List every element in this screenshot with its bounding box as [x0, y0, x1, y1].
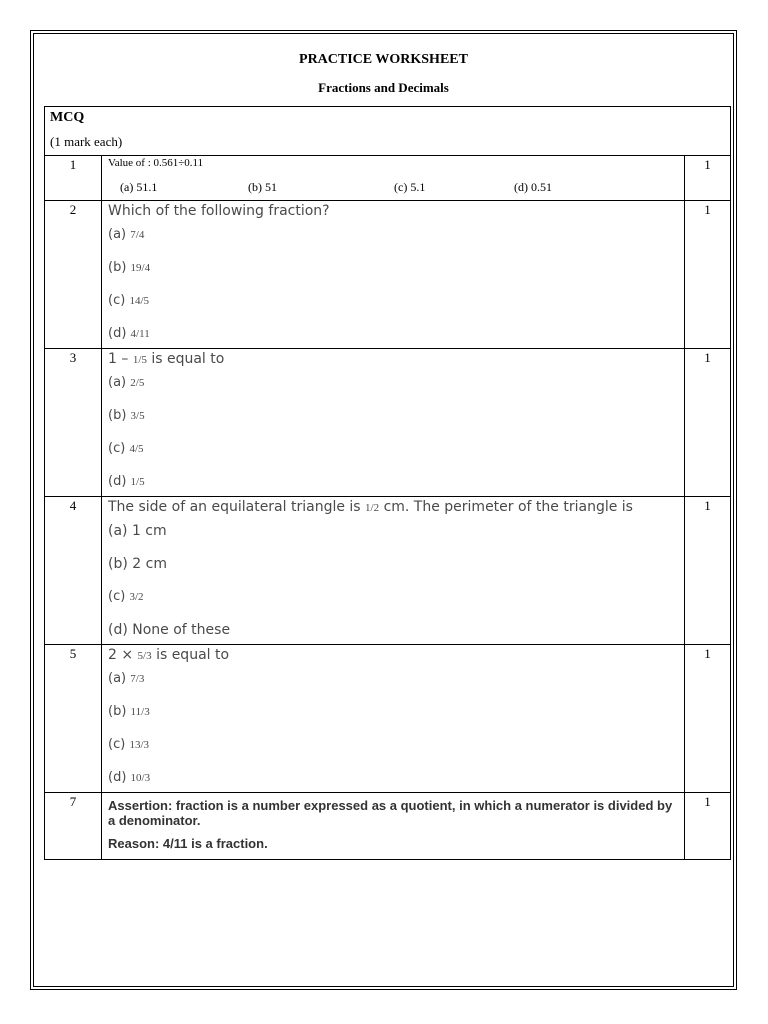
option-label: (d) — [108, 770, 127, 785]
questions-table — [44, 106, 731, 860]
question-stem: Value of : 0.561÷0.11 — [108, 157, 204, 169]
option-c — [108, 437, 684, 470]
option-list — [108, 519, 684, 644]
option-label: (c) — [108, 293, 126, 308]
question-number: 4 — [45, 497, 102, 645]
section-note: (1 mark each) — [50, 134, 123, 149]
option-label: (b) — [108, 260, 127, 275]
question-marks: 1 — [685, 497, 731, 645]
option-label: (a) — [108, 375, 127, 390]
question-number: 3 — [45, 349, 102, 497]
option-d: (d) 0.51 — [514, 180, 552, 194]
option-value: 13/3 — [129, 739, 149, 751]
question-number: 7 — [45, 793, 102, 860]
stem-text: 1 – — [108, 351, 129, 367]
option-b — [108, 404, 684, 437]
question-stem — [108, 497, 684, 519]
stem-text: 2 × — [108, 647, 134, 663]
option-label: (d) — [108, 474, 127, 489]
option-label: (b) 2 cm — [108, 556, 167, 572]
option-value: 7/4 — [130, 229, 145, 241]
option-d — [108, 322, 684, 348]
question-body — [102, 156, 685, 201]
question-row — [45, 793, 731, 860]
option-label: (a) 1 cm — [108, 523, 167, 539]
stem-text: cm. The perimeter of the triangle is — [383, 499, 633, 515]
question-number: 2 — [45, 201, 102, 349]
option-label: (c) — [108, 737, 126, 752]
option-value: 3/5 — [130, 410, 145, 422]
question-body — [102, 201, 685, 349]
stem-text: is equal to — [151, 351, 225, 367]
question-stem: Which of the following fraction? — [108, 203, 330, 219]
option-value: 4/5 — [129, 443, 144, 455]
stem-fraction: 5/3 — [137, 650, 152, 662]
question-body — [102, 497, 685, 645]
option-b: (b) 51 — [248, 180, 277, 194]
option-value: 7/3 — [130, 673, 145, 685]
option-label: (c) — [108, 589, 126, 604]
option-a — [108, 223, 684, 256]
option-list — [108, 371, 684, 496]
stem-text: The side of an equilateral triangle is — [108, 499, 361, 515]
option-b — [108, 256, 684, 289]
reason-text: Reason: 4/11 is a fraction. — [108, 836, 268, 851]
stem-fraction: 1/2 — [365, 502, 380, 514]
stem-fraction: 1/5 — [132, 354, 147, 366]
question-row — [45, 349, 731, 497]
question-stem — [108, 645, 684, 667]
option-d — [108, 618, 684, 644]
question-marks: 1 — [685, 349, 731, 497]
option-list — [108, 178, 684, 200]
option-label: (a) — [108, 671, 127, 686]
worksheet-subtitle: Fractions and Decimals — [318, 80, 449, 95]
option-value: 3/2 — [129, 591, 144, 603]
question-row — [45, 156, 731, 201]
option-c — [108, 585, 684, 618]
option-value: 4/11 — [130, 328, 150, 340]
option-d — [108, 470, 684, 496]
worksheet-title: PRACTICE WORKSHEET — [299, 52, 468, 67]
question-body — [102, 645, 685, 793]
question-stem — [108, 349, 684, 371]
question-body — [102, 793, 685, 860]
option-value: 14/5 — [129, 295, 149, 307]
assertion-text: Assertion: fraction is a number expressed as a quotient, in which a numerator is divided by a denominator. — [108, 798, 673, 828]
option-b — [108, 552, 684, 585]
option-c — [108, 289, 684, 322]
option-label: (b) — [108, 704, 127, 719]
option-c — [108, 733, 684, 766]
option-label: (d) None of these — [108, 622, 231, 638]
question-body — [102, 349, 685, 497]
option-list — [108, 667, 684, 792]
question-row — [45, 201, 731, 349]
option-label: (b) — [108, 408, 127, 423]
option-list — [108, 223, 684, 348]
section-header-row — [45, 107, 731, 156]
option-value: 10/3 — [130, 772, 151, 784]
question-marks: 1 — [685, 793, 731, 860]
option-a — [108, 519, 684, 552]
option-label: (c) — [108, 441, 126, 456]
option-a: (a) 51.1 — [120, 180, 158, 194]
option-c: (c) 5.1 — [394, 180, 426, 194]
option-value: 11/3 — [130, 706, 150, 718]
question-row — [45, 497, 731, 645]
question-number: 5 — [45, 645, 102, 793]
stem-text: is equal to — [156, 647, 230, 663]
section-header-cell — [45, 107, 731, 156]
option-value: 2/5 — [130, 377, 145, 389]
question-marks: 1 — [685, 645, 731, 793]
question-row — [45, 645, 731, 793]
question-marks: 1 — [685, 156, 731, 201]
option-a — [108, 667, 684, 700]
option-label: (d) — [108, 326, 127, 341]
option-a — [108, 371, 684, 404]
question-number: 1 — [45, 156, 102, 201]
option-value: 1/5 — [130, 476, 145, 488]
question-marks: 1 — [685, 201, 731, 349]
option-label: (a) — [108, 227, 127, 242]
section-title: MCQ — [50, 110, 85, 125]
option-value: 19/4 — [130, 262, 151, 274]
option-d — [108, 766, 684, 792]
option-b — [108, 700, 684, 733]
